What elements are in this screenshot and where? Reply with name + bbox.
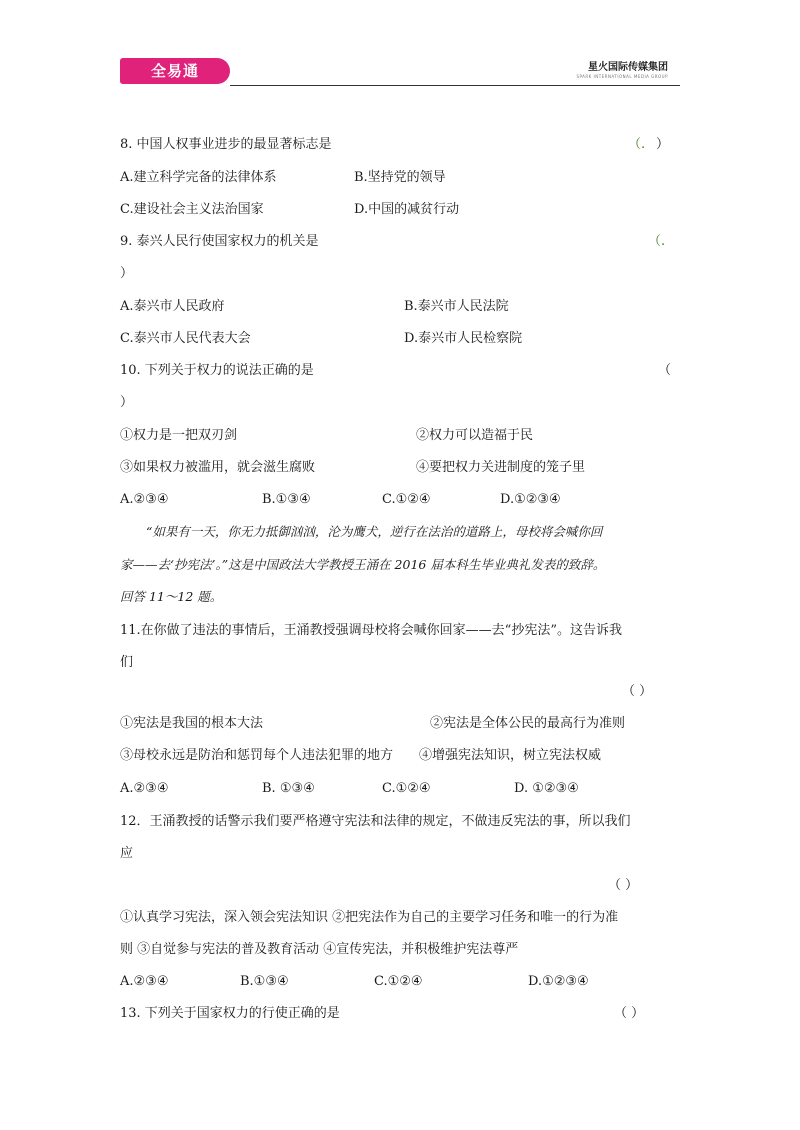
- q10-option-c: C.①②④: [382, 492, 431, 507]
- q11-answer-paren: （ ）: [622, 684, 653, 699]
- q8-option-d: D.中国的减贫行动: [354, 202, 460, 217]
- q11-option-d: D. ①②③④: [514, 781, 579, 796]
- q13-answer-paren: （ ）: [614, 1006, 645, 1021]
- q11-option-b: B. ①③④: [262, 781, 315, 796]
- q8-option-a: A.建立科学完备的法律体系: [120, 170, 277, 185]
- header-rule: [230, 85, 680, 86]
- q8-paren-open: （.: [628, 137, 646, 152]
- passage-line-3: 回答 11～12 题。: [120, 589, 223, 604]
- passage-line-2: 家——去‘抄宪法’。”这是中国政法大学教授王涌在 2016 届本科生毕业典礼发表的致辞。: [120, 557, 606, 572]
- passage-line-1: “如果有一天，你无力抵御汹汹，沦为鹰犬，逆行在法治的道路上，母校将会喊你回: [146, 524, 603, 539]
- q11-stem-line-2: 们: [120, 655, 134, 670]
- q12-item-line-1: ①认真学习宪法，深入领会宪法知识 ②把宪法作为自己的主要学习任务和唯一的行为准: [120, 910, 619, 925]
- q11-option-a: A.②③④: [120, 781, 169, 796]
- q9-option-a: A.泰兴市人民政府: [120, 299, 225, 314]
- q12-stem-line-2: 应: [120, 846, 134, 861]
- q11-item-4: ④增强宪法知识，树立宪法权威: [419, 748, 602, 763]
- q10-item-3: ③如果权力被滥用，就会滋生腐败: [120, 460, 316, 475]
- q13-stem: 13. 下列关于国家权力的行使正确的是: [120, 1006, 340, 1021]
- q10-paren-open: （: [658, 363, 672, 378]
- q12-option-a: A.②③④: [120, 974, 169, 989]
- q9-paren-open: （.: [648, 234, 666, 249]
- q10-item-2: ②权力可以造福于民: [416, 428, 534, 443]
- q11-item-1: ①宪法是我国的根本大法: [120, 716, 264, 731]
- q11-stem-line-1: 11.在你做了违法的事情后，王涌教授强调母校将会喊你回家——去“抄宪法”。这告诉我: [120, 623, 622, 638]
- q9-option-c: C.泰兴市人民代表大会: [120, 331, 251, 346]
- q10-item-4: ④要把权力关进制度的笼子里: [416, 460, 586, 475]
- q10-item-1: ①权力是一把双刃剑: [120, 428, 238, 443]
- q8-option-b: B.坚持党的领导: [354, 170, 446, 185]
- logo: 全易通: [120, 58, 230, 84]
- q10-stem: 10. 下列关于权力的说法正确的是: [120, 363, 314, 378]
- brand-subtitle: SPARK INTERNATIONAL MEDIA GROUP: [576, 74, 668, 79]
- q9-paren-close: ）: [120, 266, 134, 281]
- q12-option-d: D.①②③④: [528, 974, 589, 989]
- brand-name: 星火国际传媒集团: [588, 62, 668, 73]
- q10-option-a: A.②③④: [120, 492, 169, 507]
- q11-item-2: ②宪法是全体公民的最高行为准则: [430, 716, 626, 731]
- q12-item-line-2: 则 ③自觉参与宪法的普及教育活动 ④宣传宪法，并积极维护宪法尊严: [120, 942, 519, 957]
- q8-stem: 8. 中国人权事业进步的最显著标志是: [120, 137, 332, 152]
- q9-option-b: B.泰兴市人民法院: [404, 299, 509, 314]
- q8-paren-close: ）: [656, 137, 670, 152]
- q12-stem-line-1: 12．王涌教授的话警示我们要严格遵守宪法和法律的规定，不做违反宪法的事，所以我们: [120, 814, 631, 829]
- q9-stem: 9. 泰兴人民行使国家权力的机关是: [120, 234, 319, 249]
- q10-option-d: D.①②③④: [500, 492, 561, 507]
- q10-paren-close: ）: [120, 395, 134, 410]
- page-header: [120, 54, 680, 88]
- q12-answer-paren: （ ）: [608, 878, 639, 893]
- q9-option-d: D.泰兴市人民检察院: [404, 331, 523, 346]
- q8-option-c: C.建设社会主义法治国家: [120, 202, 264, 217]
- q12-option-b: B.①③④: [240, 974, 289, 989]
- q11-item-3: ③母校永远是防治和惩罚每个人违法犯罪的地方: [120, 748, 394, 763]
- q10-option-b: B.①③④: [262, 492, 311, 507]
- q11-option-c: C.①②④: [382, 781, 431, 796]
- q12-option-c: C.①②④: [374, 974, 423, 989]
- brand: [576, 62, 668, 80]
